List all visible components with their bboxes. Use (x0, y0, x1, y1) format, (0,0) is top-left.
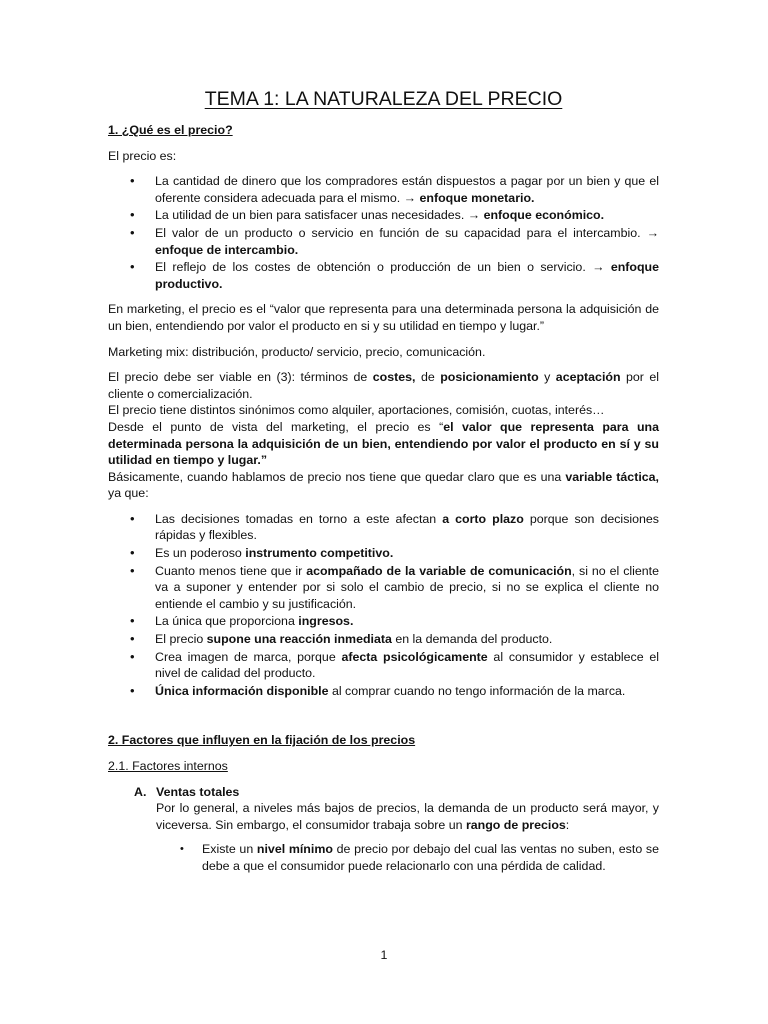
document-title: TEMA 1: LA NATURALEZA DEL PRECIO (204, 88, 563, 110)
sub-bullet: • Existe un nivel mínimo de precio por debajo del cual las ventas no suben, esto se debe a que el consumidor puede relacionarlo con una pérdida de calidad. (202, 841, 659, 874)
synonyms-paragraph: El precio tiene distintos sinónimos como alquiler, aportaciones, comisión, cuotas, interés… (108, 403, 605, 418)
lettered-item-a (108, 784, 659, 834)
viewpoint-paragraph: Desde el punto de vista del marketing, el precio es “el valor que representa para una determinada persona la adquisición de un bien, entendiendo por valor el producto en sí y su utilidad en tiempo y lugar.” (108, 419, 659, 468)
tactical-paragraph: Básicamente, cuando hablamos de precio nos tiene que quedar claro que es una variable táctica, ya que: (108, 469, 659, 501)
list-item: • Es un poderoso instrumento competitivo. (108, 545, 659, 562)
list-item: • Única información disponible al comprar cuando no tengo información de la marca. (108, 683, 659, 700)
section-heading-1: 1. ¿Qué es el precio? (108, 123, 233, 137)
document-page (108, 86, 659, 875)
list-item: • El precio supone una reacción inmediata en la demanda del producto. (108, 631, 659, 648)
page-number: 1 (380, 948, 388, 962)
section-heading-2: 2. Factores que influyen en la fijación de los precios (108, 733, 416, 748)
marketing-mix: Marketing mix: distribución, producto/ servicio, precio, comunicación. (108, 344, 486, 359)
viable-paragraph: El precio debe ser viable en (3): términos de costes, de posicionamiento y aceptación por el cliente o comercialización. (108, 370, 660, 401)
item-letter: A. (134, 784, 147, 799)
list-item: • La cantidad de dinero que los compradores están dispuestos a pagar por un bien y que el oferente considera adecuada para el mismo. → enfoque monetario. (108, 173, 659, 206)
definition-list (108, 173, 659, 292)
subsection-heading: 2.1. Factores internos (108, 759, 228, 773)
list-item: • Crea imagen de marca, porque afecta psicológicamente al consumidor y establece el nivel de calidad del producto. (108, 649, 659, 682)
list-item: • El valor de un producto o servicio en función de su capacidad para el intercambio. → enfoque de intercambio. (108, 225, 659, 258)
item-text: Por lo general, a niveles más bajos de precios, la demanda de un producto será mayor, y viceversa. Sin embargo, el consumidor trabaja sobre un rango de precios: (156, 801, 659, 832)
marketing-definition: En marketing, el precio es el “valor que representa para una determinada persona la adquisición de un bien, entendiendo por valor el producto en si y su utilidad en tiempo y lugar.” (108, 302, 659, 333)
tactical-list (108, 511, 659, 700)
list-item: • Cuanto menos tiene que ir acompañado de la variable de comunicación, si no el cliente va a suponer y entender por si solo el cambio de precio, si no se explica el cliente no entiende el cambio y su justificación. (108, 563, 659, 613)
list-item: • La única que proporciona ingresos. (108, 613, 659, 630)
list-item: • Las decisiones tomadas en torno a este afectan a corto plazo porque son decisiones rápidas y flexibles. (108, 511, 659, 544)
list-item: • El reflejo de los costes de obtención o producción de un bien o servicio. → enfoque productivo. (108, 259, 659, 292)
intro-text: El precio es: (108, 148, 177, 163)
item-title: Ventas totales (156, 784, 240, 799)
list-item: • La utilidad de un bien para satisfacer unas necesidades. → enfoque económico. (108, 207, 659, 224)
